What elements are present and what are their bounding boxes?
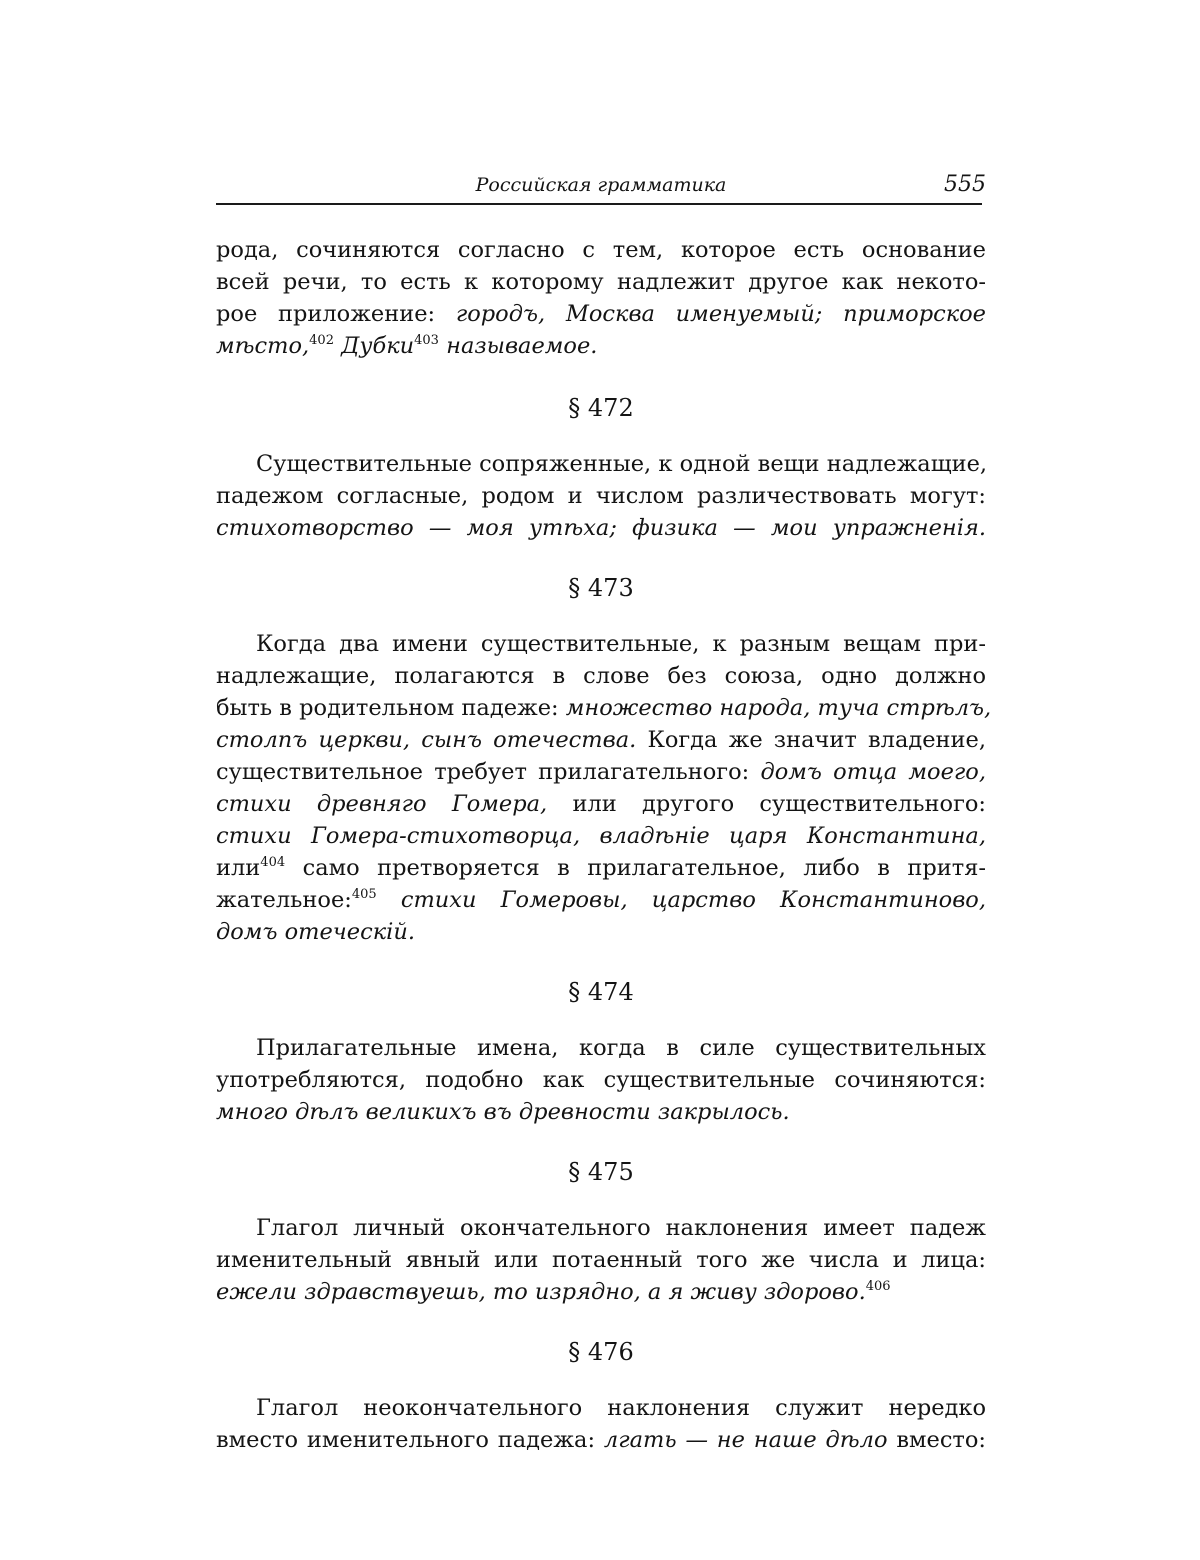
footnote-ref: 403 bbox=[414, 333, 439, 348]
text-run: Когда же значит владение, bbox=[636, 727, 986, 753]
example-text: ежели здравствуешь, то изрядно, а я живу здорово. bbox=[216, 1279, 866, 1305]
text-line bbox=[216, 756, 986, 788]
section-heading-475: § 475 bbox=[216, 1156, 986, 1188]
example-text: множество народа, туча стрѣлъ, bbox=[566, 695, 991, 721]
example-text: столпъ церкви, сынъ отечества. bbox=[216, 727, 636, 753]
text-run: Когда два имени существительные, к разным вещам при- bbox=[256, 631, 986, 657]
text-run: надлежащие, полагаются в слове без союза, одно должно bbox=[216, 663, 986, 689]
text-run: всей речи, то есть к которому надлежит другое как некото- bbox=[216, 269, 986, 295]
text-line bbox=[216, 512, 986, 544]
text-line bbox=[216, 266, 986, 298]
example-text: городъ, Москва именуемый; приморское bbox=[456, 301, 986, 327]
text-run: употребляются, подобно как существительные сочиняются: bbox=[216, 1067, 986, 1093]
text-line bbox=[216, 628, 986, 660]
text-line bbox=[216, 1096, 986, 1128]
example-text: мѣсто, bbox=[216, 333, 309, 359]
header-rule bbox=[216, 203, 982, 205]
section-474-paragraph bbox=[216, 1032, 986, 1128]
section-heading-474: § 474 bbox=[216, 976, 986, 1008]
text-run: именительный явный или потаенный того же числа и лица: bbox=[216, 1247, 986, 1273]
example-text: стихи Гомеровы, царство Константиново, bbox=[377, 887, 986, 913]
text-line bbox=[216, 1424, 986, 1456]
text-line bbox=[216, 692, 986, 724]
text-run: Прилагательные имена, когда в силе существительных bbox=[256, 1035, 986, 1061]
text-line bbox=[216, 1392, 986, 1424]
text-line bbox=[216, 916, 986, 948]
text-line bbox=[216, 298, 986, 330]
text-run: рода, сочиняются согласно с тем, которое есть основание bbox=[216, 237, 986, 263]
text-run: или bbox=[216, 855, 260, 881]
text-run: быть в родительном падеже: bbox=[216, 695, 566, 721]
text-run: Существительные сопряженные, к одной вещи надлежащие, bbox=[256, 451, 987, 477]
section-476-paragraph bbox=[216, 1392, 986, 1456]
text-line bbox=[216, 884, 986, 916]
text-run: само претворяется в прилагательное, либо в притя- bbox=[285, 855, 986, 881]
example-text: стихотворство — моя утѣха; физика — мои упражненія. bbox=[216, 515, 986, 541]
section-heading-476: § 476 bbox=[216, 1336, 986, 1368]
example-text: много дѣлъ великихъ въ древности закрылось. bbox=[216, 1099, 790, 1125]
text-line bbox=[216, 448, 986, 480]
running-head bbox=[216, 172, 986, 200]
running-head-title: Российская грамматика bbox=[216, 174, 986, 196]
text-run: или другого существительного: bbox=[547, 791, 986, 817]
text-line bbox=[216, 852, 986, 884]
example-text: домъ отца моего, bbox=[760, 759, 986, 785]
intro-paragraph bbox=[216, 234, 986, 362]
page-number: 555 bbox=[944, 172, 986, 197]
section-475-paragraph bbox=[216, 1212, 986, 1308]
footnote-ref: 405 bbox=[352, 887, 377, 902]
text-line bbox=[216, 1244, 986, 1276]
example-text: Дубки bbox=[334, 333, 414, 359]
text-run: Глагол личный окончательного наклонения имеет падеж bbox=[256, 1215, 986, 1241]
example-text: стихи древняго Гомера, bbox=[216, 791, 547, 817]
section-473-paragraph bbox=[216, 628, 986, 948]
text-line bbox=[216, 724, 986, 756]
footnote-ref: 406 bbox=[866, 1279, 891, 1294]
section-heading-472: § 472 bbox=[216, 392, 986, 424]
example-text: домъ отеческій. bbox=[216, 919, 415, 945]
text-line bbox=[216, 1064, 986, 1096]
page-body bbox=[216, 234, 986, 1456]
text-line bbox=[216, 788, 986, 820]
example-text: лгать — не наше дѣло bbox=[604, 1427, 888, 1453]
section-heading-473: § 473 bbox=[216, 572, 986, 604]
section-472-paragraph bbox=[216, 448, 986, 544]
text-run: падежом согласные, родом и числом различествовать могут: bbox=[216, 483, 986, 509]
text-line bbox=[216, 1276, 986, 1308]
footnote-ref: 404 bbox=[260, 855, 285, 870]
example-text: называемое. bbox=[439, 333, 597, 359]
text-run: жательное: bbox=[216, 887, 352, 913]
text-line bbox=[216, 1032, 986, 1064]
text-line bbox=[216, 330, 986, 362]
text-line bbox=[216, 480, 986, 512]
text-run: существительное требует прилагательного: bbox=[216, 759, 760, 785]
book-page bbox=[0, 0, 1200, 1560]
footnote-ref: 402 bbox=[309, 333, 334, 348]
example-text: стихи Гомера-стихотворца, владѣніе царя Константина, bbox=[216, 823, 986, 849]
text-line bbox=[216, 234, 986, 266]
text-run: вместо именительного падежа: bbox=[216, 1427, 604, 1453]
text-line bbox=[216, 1212, 986, 1244]
text-run: Глагол неокончательного наклонения служит нередко bbox=[256, 1395, 986, 1421]
text-line bbox=[216, 660, 986, 692]
text-run: вместо: bbox=[888, 1427, 987, 1453]
text-line bbox=[216, 820, 986, 852]
text-run: рое приложение: bbox=[216, 301, 456, 327]
